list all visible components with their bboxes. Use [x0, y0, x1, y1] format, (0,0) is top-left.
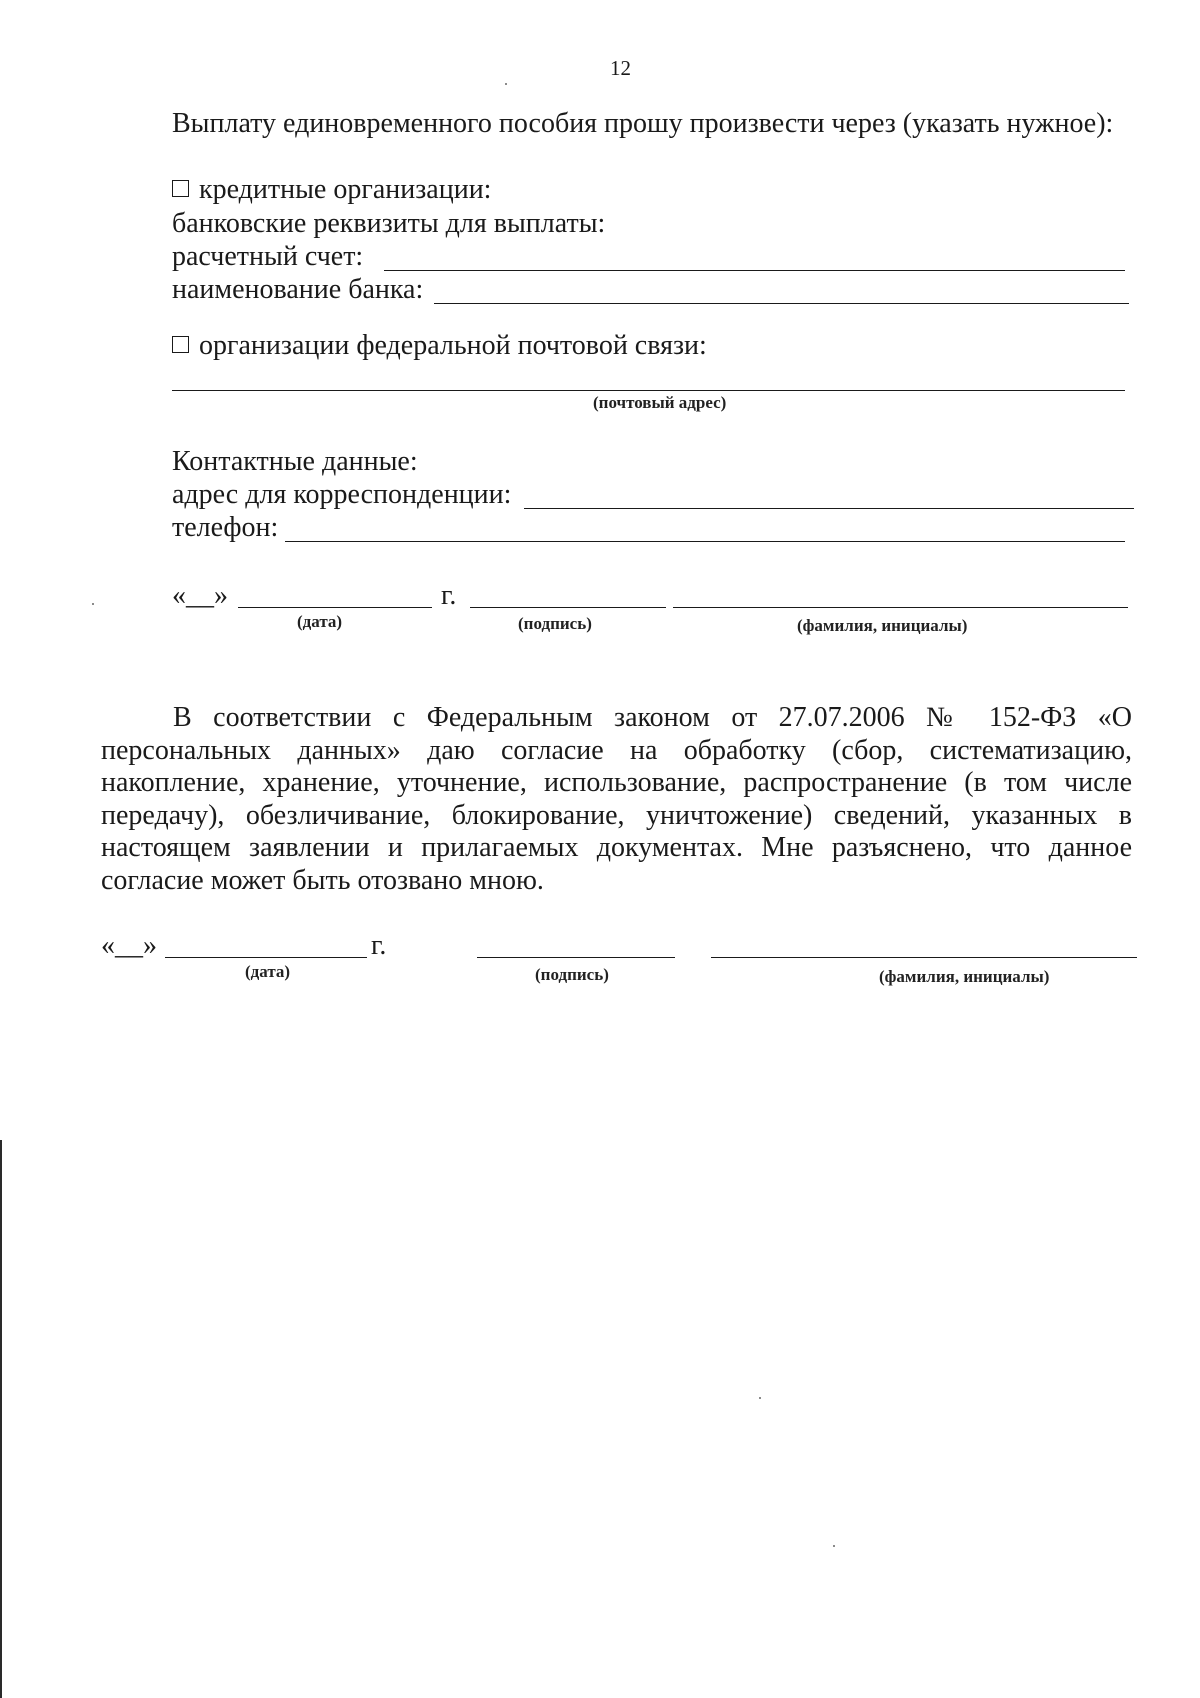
- signature-caption-1: (подпись): [518, 614, 592, 633]
- payment-heading: Выплату единовременного пособия прошу произвести через (указать нужное):: [172, 108, 1114, 139]
- contacts-heading: Контактные данные:: [172, 446, 418, 477]
- year-suffix-2: г.: [371, 930, 387, 961]
- scan-speck: [505, 83, 507, 85]
- postal-option-checkbox[interactable]: [172, 336, 189, 353]
- bank-name-label: наименование банка:: [172, 274, 424, 305]
- account-label: расчетный счет:: [172, 241, 364, 272]
- year-suffix-1: г.: [441, 580, 457, 611]
- date-field-line-2[interactable]: [165, 957, 367, 958]
- postal-option[interactable]: [172, 330, 707, 362]
- scan-speck: [833, 1545, 835, 1547]
- postal-address-field-line[interactable]: [172, 390, 1125, 391]
- consent-line: настоящем заявлении и прилагаемых документах. Мне разъяснено, что данное: [101, 832, 1132, 863]
- consent-line: передачу), обезличивание, блокирование, уничтожение) сведений, указанных в: [101, 799, 1132, 831]
- consent-line: В соответствии с Федеральным законом от 27.07.2006 № 152-ФЗ «О: [173, 702, 1132, 733]
- scan-edge: [0, 1140, 2, 1698]
- signature-caption-2: (подпись): [535, 965, 609, 984]
- scan-speck: [92, 603, 94, 605]
- address-label: адрес для корреспонденции:: [172, 479, 512, 510]
- phone-label: телефон:: [172, 512, 279, 543]
- phone-field-line[interactable]: [285, 541, 1125, 542]
- consent-line: накопление, хранение, уточнение, использование, распространение (в том числе: [101, 767, 1132, 798]
- credit-option[interactable]: [172, 174, 491, 206]
- consent-paragraph: [101, 702, 1132, 897]
- date-caption-1: (дата): [297, 612, 343, 631]
- address-field-line[interactable]: [524, 508, 1134, 509]
- date-caption-2: (дата): [245, 962, 291, 981]
- name-field-line-1[interactable]: [673, 607, 1128, 608]
- date-quote-1: «__»: [172, 580, 228, 611]
- consent-line: согласие может быть отозвано мною.: [101, 864, 544, 896]
- signature-field-line-2[interactable]: [477, 957, 675, 958]
- scan-speck: [759, 1397, 761, 1399]
- postal-option-label: организации федеральной почтовой связи:: [199, 330, 707, 361]
- bank-name-field-line[interactable]: [434, 303, 1129, 304]
- date-quote-2: «__»: [101, 930, 157, 961]
- date-field-line-1[interactable]: [238, 607, 432, 608]
- credit-option-label: кредитные организации:: [199, 174, 492, 205]
- name-field-line-2[interactable]: [711, 957, 1137, 958]
- name-caption-1: (фамилия, инициалы): [797, 616, 968, 635]
- name-caption-2: (фамилия, инициалы): [879, 967, 1050, 986]
- postal-address-caption: (почтовый адрес): [593, 393, 727, 412]
- consent-line: персональных данных» даю согласие на обработку (сбор, систематизацию,: [101, 734, 1132, 766]
- credit-option-checkbox[interactable]: [172, 180, 189, 197]
- account-field-line[interactable]: [384, 270, 1125, 271]
- signature-field-line-1[interactable]: [470, 607, 666, 608]
- page-number: 12: [610, 56, 631, 80]
- bank-details-label: банковские реквизиты для выплаты:: [172, 208, 606, 239]
